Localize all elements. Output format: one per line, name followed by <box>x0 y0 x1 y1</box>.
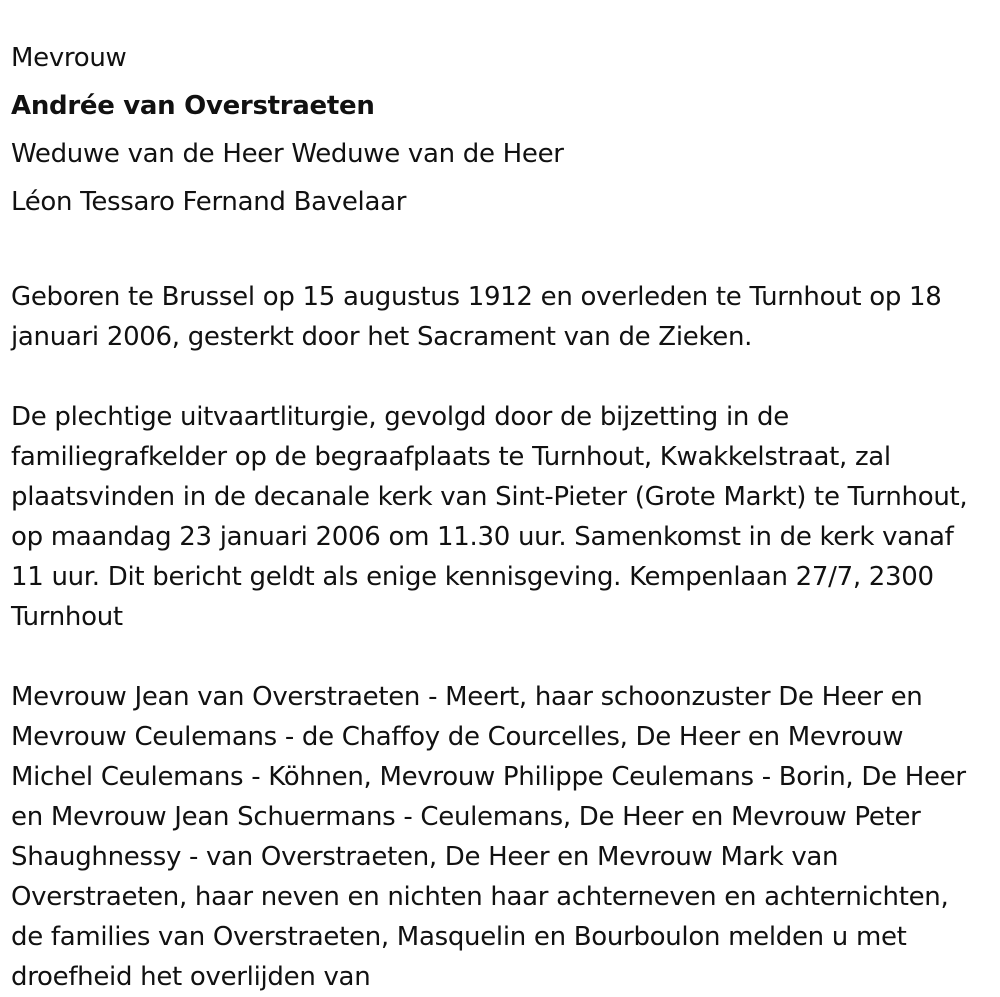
family-paragraph: Mevrouw Jean van Overstraeten - Meert, haar schoonzuster De Heer en Mevrouw Ceulemans - de Chaffoy de Courcelles, De Heer en Mevrouw Michel Ceulemans - Köhnen, Mevrouw Philippe Ceulemans - Borin, De Heer en Mevrouw Jean Schuermans - Ceulemans, De Heer en Mevrouw Peter Shaughnessy - van Overstraeten, De Heer en Mevrouw Mark van Overstraeten, haar neven en nichten haar achterneven en achternichten, de families van Overstraeten, Masquelin en Bourboulon melden u met droefheid het overlijden van <box>11 682 966 992</box>
widow-line: Weduwe van de Heer Weduwe van de Heer <box>11 139 564 169</box>
deceased-name: Andrée van Overstraeten <box>11 91 375 121</box>
salutation: Mevrouw <box>11 43 127 73</box>
husbands-line: Léon Tessaro Fernand Bavelaar <box>11 187 407 217</box>
funeral-paragraph: De plechtige uitvaartliturgie, gevolgd door de bijzetting in de familiegrafkelder op de begraafplaats te Turnhout, Kwakkelstraat, zal plaatsvinden in de decanale kerk van Sint-Pieter (Grote Markt) te Turnhout, op maandag 23 januari 2006 om 11.30 uur. Samenkomst in de kerk vanaf 11 uur. Dit bericht geldt als enige kennisgeving. Kempenlaan 27/7, 2300 Turnhout <box>11 402 968 632</box>
birth-death-paragraph: Geboren te Brussel op 15 augustus 1912 en overleden te Turnhout op 18 januari 2006, gesterkt door het Sacrament van de Zieken. <box>11 282 942 352</box>
